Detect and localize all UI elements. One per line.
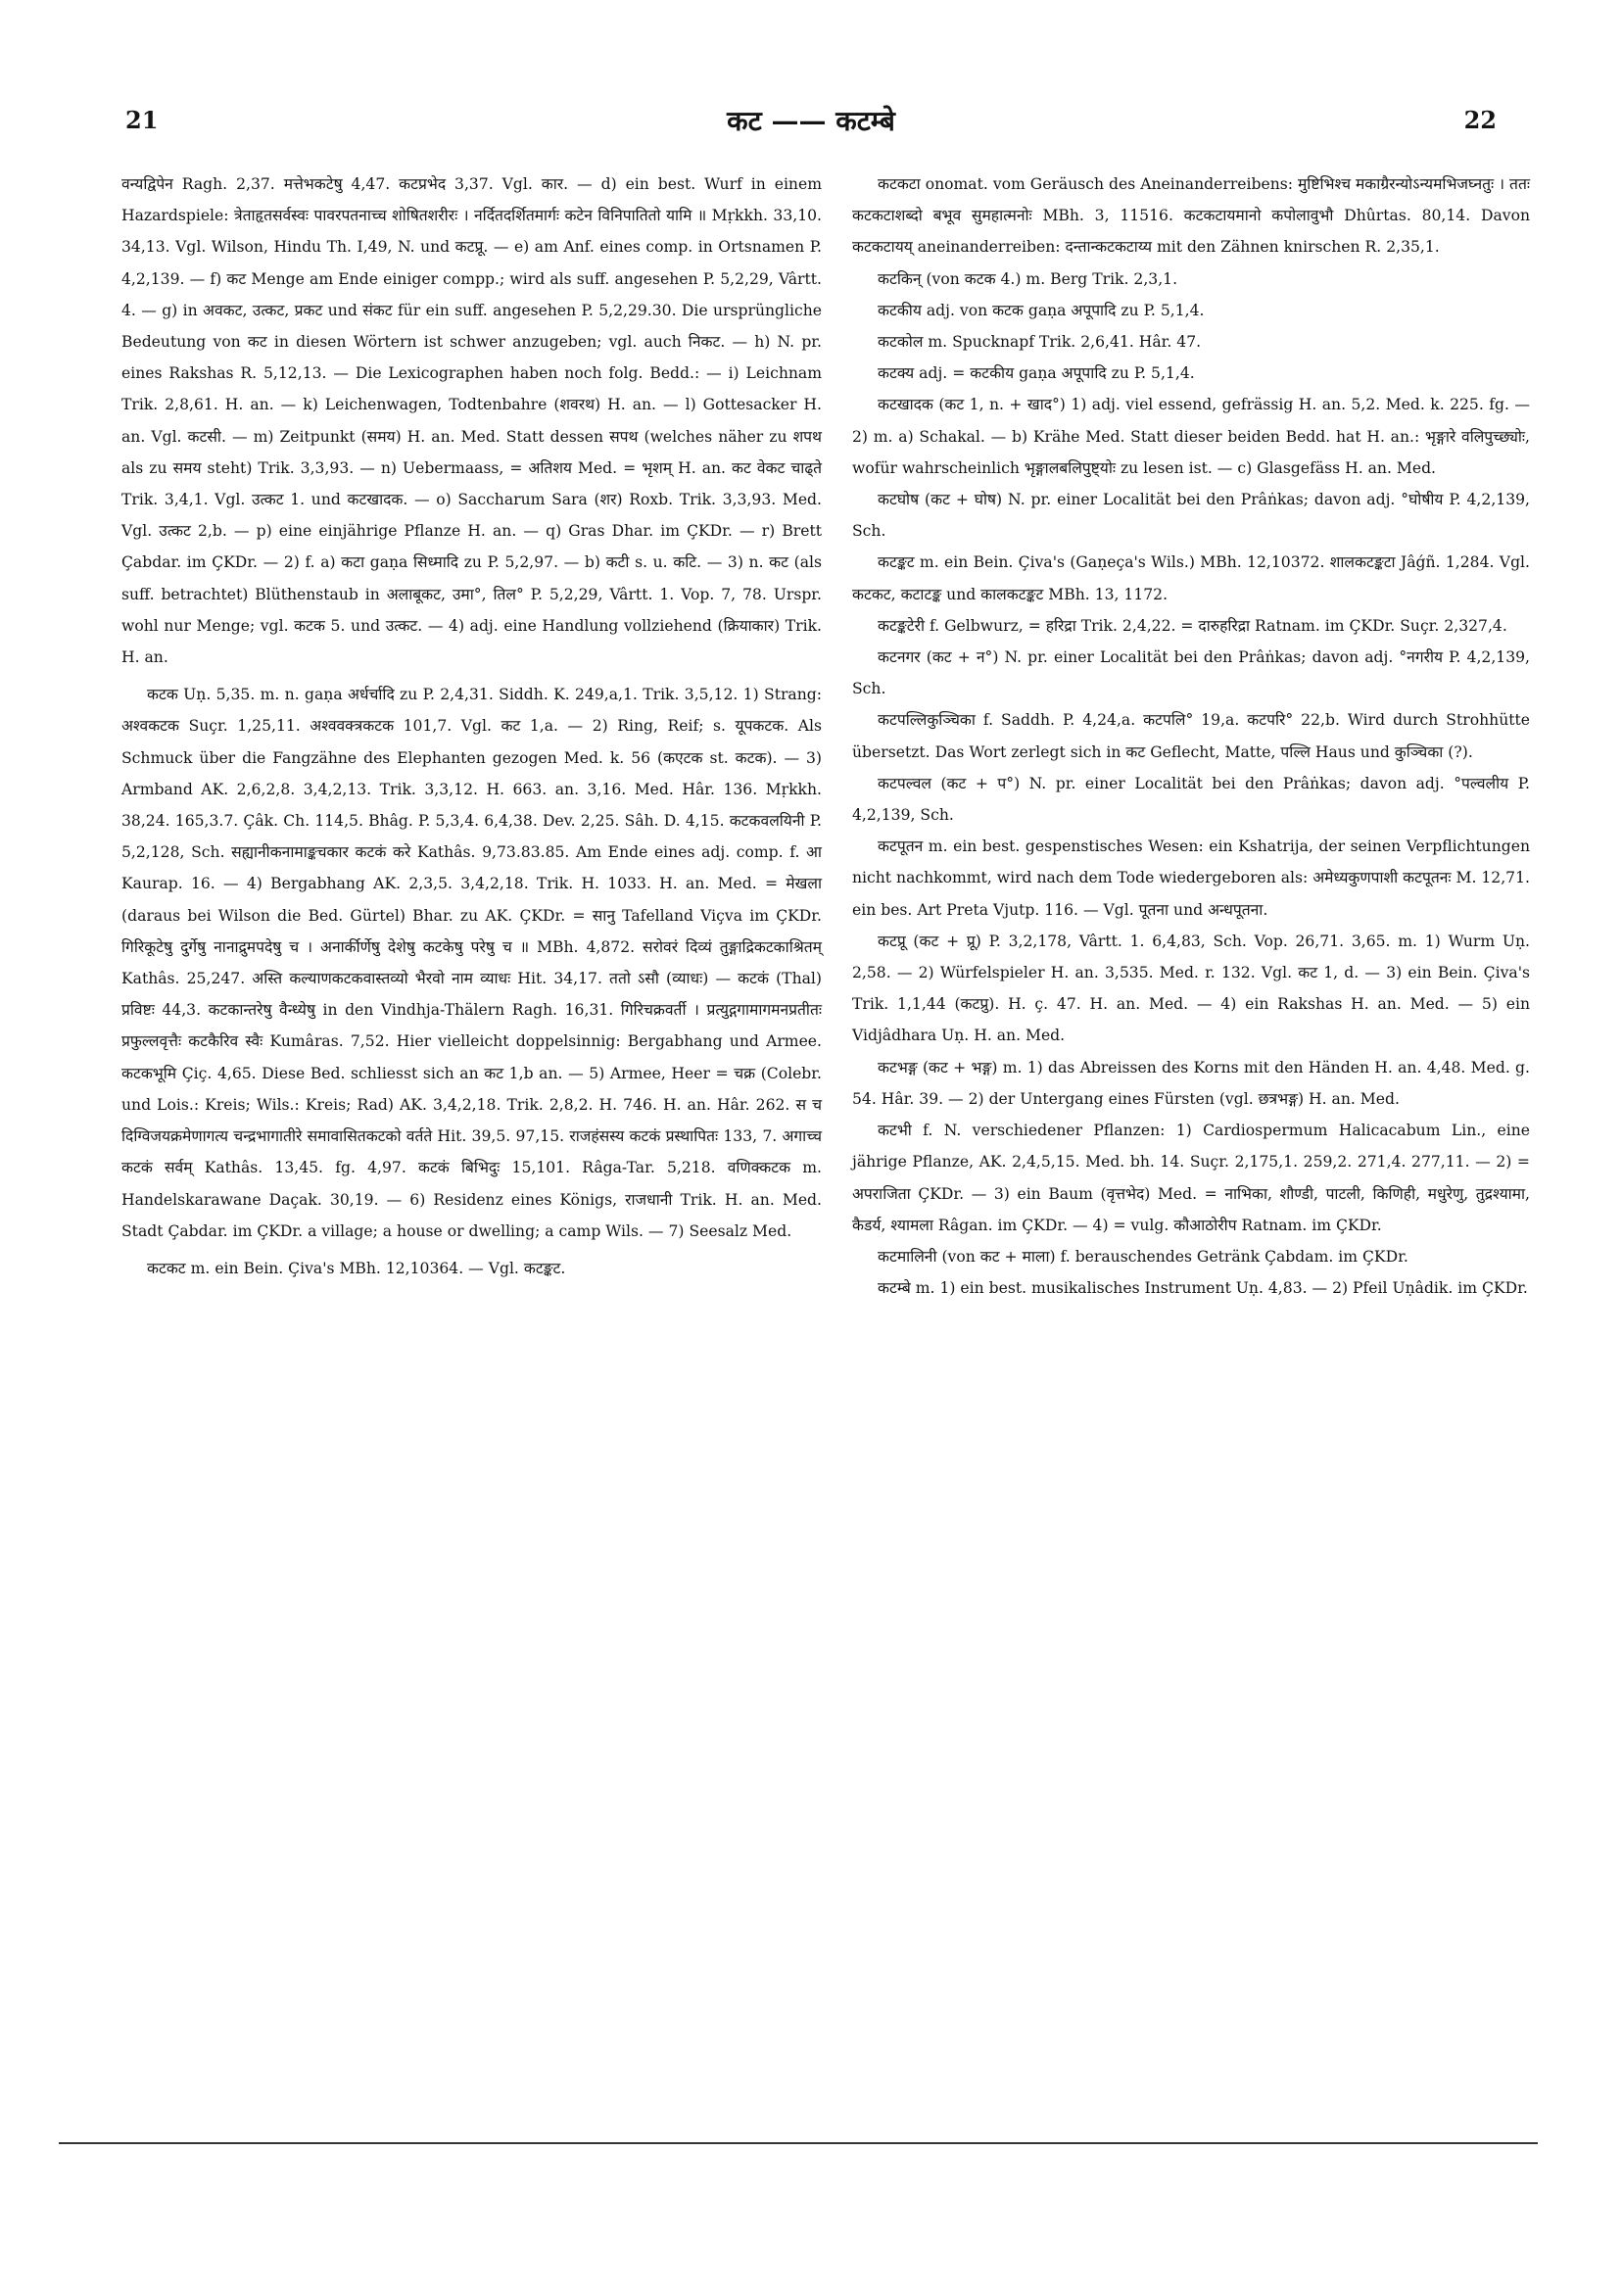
left-column	[121, 168, 822, 1284]
entry-katakataa: कटकटा onomat. vom Geräusch des Aneinanderreibens: मुष्टिभिश्च मकाग्रैरन्योऽन्यमभिजघ्नतुः । ततः कटकटाशब्दो बभूव सुमहात्मनोः MBh. 3, 11516. कटकटायमानो कपोलावुभौ Dhûrtas. 80,14. Davon कटकटायय् aneinanderreiben: दन्तान्कटकटाय्य mit den Zähnen knirschen R. 2,35,1.	[852, 175, 1530, 257]
entry-katakhadaka: कटखादक (कट 1, n. + खाद°) 1) adj. viel essend, gefrässig H. an. 5,2. Med. k. 225. fg. — 2) m. a) Schakal. — b) Krähe Med. Statt dieser beiden Bedd. hat H. an.: भृङ्गारे वलिपुच्छ्योः, wofür wahrscheinlich भृङ्गालबलिपुष्ट्योः zu lesen ist. — c) Glasgefäss H. an. Med.	[852, 396, 1530, 477]
entry-katagosha: कटघोष (कट + घोष) N. pr. einer Localität bei den Prâṅkas; davon adj. °घोषीय P. 4,2,139, Sch.	[852, 491, 1530, 541]
entry-katakya: कटक्य adj. = कटकीय gaṇa अपूपादि zu P. 5,1,4.	[878, 364, 1195, 383]
left-page-number: 21	[125, 106, 159, 134]
entry-kata-continued: वन्यद्विपेन Ragh. 2,37. मत्तेभकटेषु 4,47. कटप्रभेद 3,37. Vgl. कार. — d) ein best. Wurf in einem Hazardspiele: त्रेताहृतसर्वस्वः पावरपतनाच्च शोषितशरीरः । नर्दितदर्शितमार्गः कटेन विनिपातितो यामि ॥ Mṛkkh. 33,10. 34,13. Vgl. Wilson, Hindu Th. I,49, N. und कटप्रू. — e) am Anf. eines comp. in Ortsnamen P. 4,2,139. — f) कट Menge am Ende einiger compp.; wird als suff. angesehen P. 5,2,29, Vârtt. 4. — g) in अवकट, उत्कट, प्रकट und संकट für ein suff. angesehen P. 5,2,29.30. Die ursprüngliche Bedeutung von कट in diesen Wörtern ist schwer anzugeben; vgl. auch निकट. — h) N. pr. eines Rakshas R. 5,12,13. — Die Lexicographen haben noch folg. Bedd.: — i) Leichnam Trik. 2,8,61. H. an. — k) Leichenwagen, Todtenbahre (शवरथ) H. an. — l) Gottesacker H. an. Vgl. कटसी. — m) Zeitpunkt (समय) H. an. Med. Statt dessen सपथ (welches näher zu शपथ als zu समय steht) Trik. 3,3,93. — n) Uebermaass, = अतिशय Med. = भृशम् H. an. कट वेकट चाढ्ते Trik. 3,4,1. Vgl. उत्कट 1. und कटखादक. — o) Saccharum Sara (शर) Roxb. Trik. 3,3,93. Med. Vgl. उत्कट 2,b. — p) eine einjährige Pflanze H. an. — q) Gras Dhar. im ÇKDr. — r) Brett Çabdar. im ÇKDr. — 2) f. a) कटा gaṇa सिध्मादि zu P. 5,2,97. — b) कटी s. u. कटि. — 3) n. कट (als suff. betrachtet) Blüthenstaub in अलाबूकट, उमा°, तिल° P. 5,2,29, Vârtt. 1. Vop. 7, 78. Urspr. wohl nur Menge; vgl. कटक 5. und उत्कट. — 4) adj. eine Handlung vollziehend (क्रियाकार) Trik. H. an.	[121, 175, 822, 667]
entry-katapru: कटप्रू (कट + प्रू) P. 3,2,178, Vârtt. 1. 6,4,83, Sch. Vop. 26,71. 3,65. m. 1) Wurm Uṇ. 2,58. — 2) Würfelspieler H. an. 3,535. Med. r. 132. Vgl. कट 1, d. — 3) ein Bein. Çiva's Trik. 1,1,44 (कटप्रु). H. ç. 47. H. an. Med. — 4) ein Rakshas H. an. Med. — 5) ein Vidjâdhara Uṇ. H. an. Med.	[852, 932, 1530, 1045]
entry-katambe: कटम्बे m. 1) ein best. musikalisches Instrument Uṇ. 4,83. — 2) Pfeil Uṇâdik. im ÇKDr.	[878, 1279, 1528, 1298]
right-page-number: 22	[1463, 106, 1497, 134]
entry-kataka: कटक Uṇ. 5,35. m. n. gaṇa अर्धर्चादि zu P. 2,4,31. Siddh. K. 249,a,1. Trik. 3,5,12. 1) Strang: अश्वकटक Suçr. 1,25,11. अश्ववक्त्रकटक 101,7. Vgl. कट 1,a. — 2) Ring, Reif; s. यूपकटक. Als Schmuck über die Fangzähne des Elephanten gezogen Med. k. 56 (कएटक st. कटक). — 3) Armband AK. 2,6,2,8. 3,4,2,13. Trik. 3,3,12. H. 663. an. 3,16. Med. Hâr. 136. Mṛkkh. 38,24. 165,3.7. Çâk. Ch. 114,5. Bhâg. P. 5,3,4. 6,4,38. Dev. 2,25. Sâh. D. 4,15. कटकवलयिनी P. 5,2,128, Sch. सह्यानीकनामाङ्कचकार कटकं करे Kathâs. 9,73.83.85. Am Ende eines adj. comp. f. आ Kaurap. 16. — 4) Bergabhang AK. 2,3,5. 3,4,2,18. Trik. H. 1033. H. an. Med. = मेखला (daraus bei Wilson die Bed. Gürtel) Bhar. zu AK. ÇKDr. = सानु Tafelland Viçva im ÇKDr. गिरिकूटेषु दुर्गेषु नानाद्रुमपदेषु च । अनार्कीर्णेषु देशेषु कटकेषु परेषु च ॥ MBh. 4,872. सरोवरं दिव्यं तुङ्गाद्रिकटकाश्रितम् Kathâs. 25,247. अस्ति कल्याणकटकवास्तव्यो भैरवो नाम व्याधः Hit. 34,17. ततो ऽसौ (व्याधः) — कटकं (Thal) प्रविष्टः 44,3. कटकान्तरेषु वैन्ध्येषु in den Vindhja-Thälern Ragh. 16,31. गिरिचक्रवर्ती । प्रत्युद्गगामागमनप्रतीतः प्रफुल्लवृत्तैः कटकैरिव स्वैः Kumâras. 7,52. Hier vielleicht doppelsinnig: Bergabhang und Armee. कटकभूमि Çiç. 4,65. Diese Bed. schliesst sich an कट 1,b an. — 5) Armee, Heer = चक्र (Colebr. und Lois.: Kreis; Wils.: Kreis; Rad) AK. 3,4,2,18. Trik. 2,8,2. H. 746. H. an. Hâr. 262. स च दिग्विजयक्रमेणागत्य चन्द्रभागातीरे समावासितकटको वर्तते Hit. 39,5. 97,15. राजहंसस्य कटकं प्रस्थापितः 133, 7. अगाच्च कटकं सर्वम् Kathâs. 13,45. fg. 4,97. कटकं बिभिदुः 15,101. Râga-Tar. 5,218. वणिक्कटक m. Handelskarawane Daçak. 30,19. — 6) Residenz eines Königs, राजधानी Trik. H. an. Med. Stadt Çabdar. im ÇKDr. a village; a house or dwelling; a camp Wils. — 7) Seesalz Med.	[121, 686, 822, 1240]
running-head: कट —— कटम्बे	[727, 105, 895, 137]
page-header	[125, 106, 1497, 145]
entry-katapallikunchika: कटपल्लिकुञ्चिका f. Saddh. P. 4,24,a. कटपलि° 19,a. कटपरि° 22,b. Wird durch Strohhütte übersetzt. Das Wort zerlegt sich in कट Geflecht, Matte, पल्लि Haus und कुञ्चिका (?).	[852, 711, 1530, 761]
entry-katankata: कटङ्कट m. ein Bein. Çiva's (Gaṇeça's Wils.) MBh. 12,10372. शालकटङ्कटा Jâǵñ. 1,284. Vgl. कटकट, कटाटङ्क und कालकटङ्कट MBh. 13, 1172.	[852, 553, 1530, 603]
entry-katapalvala: कटपल्वल (कट + प°) N. pr. einer Localität bei den Prâṅkas; davon adj. °पल्वलीय P. 4,2,139, Sch.	[852, 774, 1530, 825]
entry-katakola: कटकोल m. Spucknapf Trik. 2,6,41. Hâr. 47.	[878, 333, 1202, 352]
entry-katapootana: कटपूतन m. ein best. gespenstisches Wesen: ein Kshatrija, der seinen Verpflichtungen nicht nachkommt, wird nach dem Tode wiedergeboren als: अमेध्यकुणपाशी कटपूतनः M. 12,71. ein bes. Art Preta Vjutp. 116. — Vgl. पूतना und अन्धपूतना.	[852, 837, 1530, 919]
entry-katakiya: कटकीय adj. von कटक gaṇa अपूपादि zu P. 5,1,4.	[878, 301, 1205, 319]
entry-katankateri: कटङ्कटेरी f. Gelbwurz, = हरिद्रा Trik. 2,4,22. = दारुहरिद्रा Ratnam. im ÇKDr. Suçr. 2,327,4.	[878, 616, 1507, 635]
entry-katabhi: कटभी f. N. verschiedener Pflanzen: 1) Cardiospermum Halicacabum Lin., eine jährige Pflanze, AK. 2,4,5,15. Med. bh. 14. Suçr. 2,175,1. 259,2. 271,4. 277,11. — 2) = अपराजिता ÇKDr. — 3) ein Baum (वृत्तभेद) Med. = नाभिका, शौण्डी, पाटली, किणिही, मधुरेणु, तुद्रश्यामा, कैडर्य, श्यामला Râgan. im ÇKDr. — 4) = vulg. कौआठोरीप Ratnam. im ÇKDr.	[852, 1122, 1530, 1234]
entry-katanagara: कटनगर (कट + न°) N. pr. einer Localität bei den Prâṅkas; davon adj. °नगरीय P. 4,2,139, Sch.	[852, 648, 1530, 698]
entry-katabhanga: कटभङ्ग (कट + भङ्ग) m. 1) das Abreissen des Korns mit den Händen H. an. 4,48. Med. g. 54. Hâr. 39. — 2) der Untergang eines Fürsten (vgl. छत्रभङ्ग) H. an. Med.	[852, 1058, 1530, 1108]
right-column	[852, 168, 1530, 1304]
entry-katamalini: कटमालिनी (von कट + माला) f. berauschendes Getränk Çabdam. im ÇKDr.	[878, 1247, 1408, 1266]
entry-katakata: कटकट m. ein Bein. Çiva's MBh. 12,10364. — Vgl. कटङ्कट.	[147, 1259, 566, 1277]
entry-katakin: कटकिन् (von कटक 4.) m. Berg Trik. 2,3,1.	[878, 269, 1178, 288]
footer-rule	[59, 2142, 1538, 2144]
